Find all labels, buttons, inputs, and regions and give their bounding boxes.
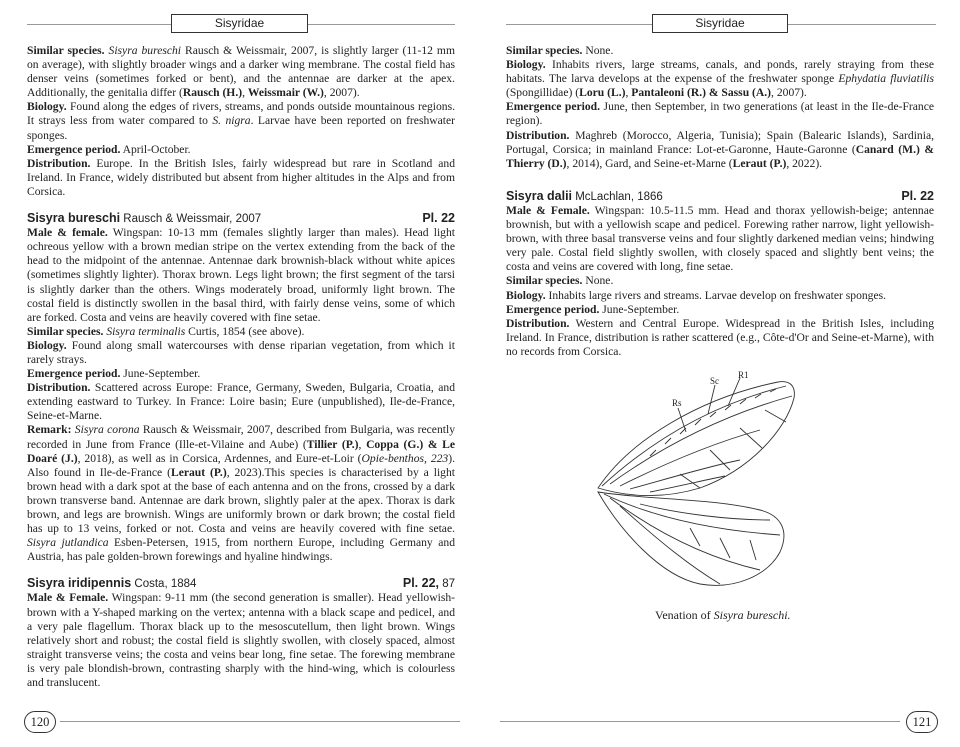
forewing-crossvein — [765, 410, 786, 422]
reference-author: Leraut (P.) — [732, 156, 787, 170]
reference-author: Rausch (H.) — [182, 86, 243, 100]
section-label: Distribution. — [27, 156, 91, 170]
costal-crossveins — [650, 389, 776, 456]
paragraph-text: Western and Central Europe. Widespread in the British Isles, including Ireland. In France, distribution is rather scattered (e.g., Côte-d'Or and Seine-et-Marne), with no records from Corsica. — [506, 316, 934, 358]
paragraph-text: , 2007). — [771, 86, 807, 100]
biology-paragraph — [27, 100, 455, 142]
reference-author: Tillier (P.) — [306, 437, 359, 451]
hindwing-vein — [640, 504, 770, 520]
right-column — [506, 44, 934, 359]
species-heading-dalii — [506, 189, 934, 204]
species-name-italic: Ephydatia fluviatilis — [838, 72, 935, 86]
emergence-paragraph — [27, 367, 455, 381]
distribution-paragraph — [27, 157, 455, 199]
section-label: Distribution. — [506, 316, 570, 330]
emergence-paragraph — [27, 143, 455, 157]
page-number-right: 121 — [906, 711, 938, 733]
paragraph-text: Esben-Petersen, 1915, from northern Europe, including Germany and Austria, has pale golden-brown forewings and hyaline hindwings. — [27, 536, 455, 564]
species-name-italic: Sisyra bureschi — [108, 44, 182, 57]
paragraph-text: None. — [582, 44, 614, 57]
section-label: Biology. — [27, 100, 67, 114]
section-label: Male & female. — [27, 226, 108, 240]
species-heading-iridipennis — [27, 576, 455, 591]
paragraph-text: Scattered across Europe: France, Germany, Sweden, Bulgaria, Croatia, and extending eastward to Turkey. In France: Loire basin; Eure (unpublished), Ile-de-France, Seine-et-Marne. — [27, 381, 455, 423]
section-label: Biology. — [27, 338, 67, 352]
label-leader-r1 — [728, 378, 740, 406]
paragraph-text: June-September. — [599, 302, 680, 316]
section-label: Remark: — [27, 423, 72, 437]
section-label: Distribution. — [506, 128, 570, 142]
paragraph-text: . Larvae have been reported on freshwater sponges. — [27, 114, 455, 142]
vein-label-sc: Sc — [710, 376, 719, 386]
reference-author: Leraut (P.) — [170, 465, 227, 479]
wing-drawing — [598, 378, 794, 585]
label-leader-rs — [678, 408, 686, 432]
paragraph-text: None. — [582, 274, 614, 288]
forewing-vein — [650, 476, 725, 492]
section-label: Distribution. — [27, 381, 91, 395]
emergence-paragraph — [506, 303, 934, 317]
paragraph-text: , 2023).This species is characterised by a light brown head with a dark spot at the base of each antenna and on the frons, crossed by a dark brown transverse band. Antennae are dark brown, slightly paler at the apex. Thorax is dark brown, and legs are brownish. Wings are uniformly brown or dark brown; the costal field has up to 13 veins, forked or not. Costa and veins are heavily covered with fine setae. — [27, 465, 455, 536]
separator: , — [242, 86, 248, 100]
reference-author: Loru (L.) — [579, 86, 626, 100]
paragraph-text: Rausch & Weissmair, 2007, is slightly larger (11-12 mm on average), with slightly broader wings and a darker wing membrane. The costal field has denser veins (sometimes forked or bent), and the antennae are darker at the apex. Additionally, the genitalia differ ( — [27, 44, 455, 100]
paragraph-text: Found along the edges of rivers, streams, and ponds outside mountainous regions. It strays less from water compared to — [27, 100, 455, 128]
publication-italic: Opie-benthos, 223 — [361, 451, 449, 465]
species-author: Costa, 1884 — [131, 578, 197, 591]
section-label: Male & Female. — [506, 203, 590, 217]
paragraph-text: Found along small watercourses with dense riparian vegetation, from which it rarely strays. — [27, 338, 455, 366]
section-label: Male & Female. — [27, 591, 109, 605]
vein-label-r1: R1 — [738, 370, 749, 380]
wing-venation-figure — [590, 370, 800, 600]
paragraph-text: Inhabits rivers, large streams, canals, and ponds, rarely straying from these habitats. The larva develops at the expense of the freshwater sponge — [506, 58, 934, 86]
plate-reference: Pl. 22, — [402, 576, 439, 591]
reference-author: Pantaleoni (R.) & Sassu (A.) — [631, 86, 772, 100]
similar-species-paragraph — [27, 44, 455, 100]
header-rule — [506, 24, 652, 25]
vein-label-rs: Rs — [672, 398, 682, 408]
forewing-vein — [610, 396, 792, 484]
paragraph-text: Maghreb (Morocco, Algeria, Tunisia); Spain (Balearic Islands), Sardinia, Portugal, Corsica; in mainland France: Lot-et-Garonne, Haute-Garonne ( — [506, 128, 934, 156]
plate-reference: Pl. 22 — [422, 211, 455, 226]
emergence-paragraph — [506, 100, 934, 128]
distribution-paragraph — [506, 129, 934, 171]
section-label: Emergence period. — [27, 142, 121, 156]
section-label: Emergence period. — [506, 100, 601, 114]
species-name: Sisyra iridipennis — [27, 576, 132, 591]
section-label: Similar species. — [27, 44, 105, 57]
distribution-paragraph — [506, 317, 934, 359]
species-name: Sisyra bureschi — [27, 211, 121, 226]
caption-text: Venation of — [655, 608, 714, 622]
reference-author: Coppa (G.) & Le Doaré (J.) — [27, 437, 456, 465]
species-name-italic: S. nigra — [212, 114, 251, 128]
footer-rule — [500, 721, 900, 722]
separator: , — [358, 437, 367, 451]
similar-species-paragraph — [27, 325, 455, 339]
reference-author: Canard (M.) & Thierry (D.) — [506, 142, 935, 170]
section-label: Similar species. — [506, 274, 583, 288]
hindwing-vein — [610, 498, 760, 570]
hindwing-crossveins — [690, 528, 756, 560]
male-female-paragraph — [506, 204, 934, 274]
paragraph-text: Curtis, 1854 (see above). — [185, 324, 305, 338]
figure-caption — [655, 608, 791, 623]
paragraph-text: Inhabits large rivers and streams. Larvae develop on freshwater sponges. — [545, 288, 887, 302]
footer-rule — [60, 721, 460, 722]
plate-figure-number: 87 — [439, 578, 455, 591]
species-name-italic: Sisyra jutlandica — [27, 536, 109, 550]
paragraph-text: Wingspan: 10-13 mm (females slightly larger than males). Head light ochreous yellow with a brown median stripe on the vertex extending from the back of the head to the midpoint of the antennae. Antennae dark brownish-black without white apices (sometimes slightly lighter). Thorax brown. Legs light brown; the first segment of the tarsi is slightly darker than the others. Wings moderately broad, uniformly light brown. The costal field is distinctly swollen in the basal third, with fairly dense veins, some of which are forked. Costa and veins are heavily covered with fine setae. — [27, 226, 456, 324]
running-header-title: Sisyridae — [171, 14, 308, 33]
running-header-right — [480, 14, 960, 32]
species-name-italic: Sisyra corona — [74, 423, 140, 437]
hindwing-outline — [598, 492, 784, 585]
paragraph-text: Wingspan: 10.5-11.5 mm. Head and thorax yellowish-beige; antennae brownish, but with a yellowish scape and pedicel. Forewing rather narrow, light yellowish-brown, with three basal transverse veins and four slightly darkened median veins; hindwing very pale. Costal field slightly swollen, with closely spaced and slightly bent veins; the costa and veins are covered with long, fine setae. — [506, 203, 934, 274]
male-female-paragraph — [27, 591, 455, 690]
forewing-outline — [598, 382, 794, 496]
male-female-paragraph — [27, 226, 455, 325]
paragraph-text: ). Also found in Ile-de-France ( — [27, 451, 455, 479]
header-rule — [308, 24, 455, 25]
separator: , — [625, 86, 632, 100]
remark-paragraph — [27, 423, 455, 564]
species-heading-bureschi — [27, 211, 455, 226]
paragraph-text: , 2022). — [786, 156, 823, 170]
distribution-paragraph — [27, 381, 455, 423]
header-rule — [27, 24, 171, 25]
paragraph-text: April-October. — [120, 142, 191, 156]
section-label: Emergence period. — [27, 367, 121, 381]
species-name-italic: Sisyra terminalis — [106, 324, 186, 338]
paragraph-text: Rausch & Weissmair, 2007, described from Bulgaria, was recently recorded in June from France (Ille-et-Vilaine and Aube) ( — [27, 423, 455, 451]
section-label: Biology. — [506, 288, 546, 302]
label-leader-sc — [708, 385, 715, 414]
paragraph-text: Wingspan: 9-11 mm (the second generation is smaller). Head yellowish-brown with a Y-shaped marking on the vertex; antenna with a black scape and pedicel, and a very pale flagellum. Thorax black up to the mesoscutellum, then light brown. Wings relatively short and robust; the costal field is slightly swollen, with closely spaced, almost straight transverse veins; the costa and veins bear long, fine setae. The forewing membrane is very pale blondish-brown, contrasting sharply with the hind-wing, which is colourless and translucent. — [27, 591, 455, 690]
paragraph-text: , 2007). — [323, 86, 360, 100]
page-number-left: 120 — [24, 711, 56, 733]
species-author: McLachlan, 1866 — [572, 190, 663, 203]
biology-paragraph — [27, 339, 455, 367]
species-name: Sisyra dalii — [506, 188, 573, 203]
paragraph-text: June-September. — [120, 367, 201, 381]
forewing-crossvein — [710, 450, 730, 470]
similar-species-paragraph — [506, 44, 934, 58]
section-label: Emergence period. — [506, 302, 600, 316]
paragraph-text: (Spongillidae) ( — [506, 86, 580, 100]
section-label: Biology. — [506, 58, 546, 72]
species-author: Rausch & Weissmair, 2007 — [120, 213, 262, 226]
biology-paragraph — [506, 58, 934, 100]
similar-species-paragraph — [506, 274, 934, 288]
forewing-crossvein — [680, 474, 700, 488]
caption-species-italic: Sisyra bureschi. — [713, 608, 791, 622]
section-label: Similar species. — [27, 324, 104, 338]
plate-reference: Pl. 22 — [901, 188, 934, 203]
paragraph-text: June, then September, in two generations (at least in the Ile-de-France region). — [506, 100, 934, 128]
paragraph-text: Europe. In the British Isles, fairly widespread but rare in Scotland and Ireland. In France, widely distributed but absent from higher altitudes in the Alps and from Corsica. — [27, 156, 455, 198]
running-header-left — [0, 14, 480, 32]
forewing-crossvein — [740, 428, 762, 448]
section-label: Similar species. — [506, 44, 583, 57]
left-column — [27, 44, 455, 690]
forewing-vein — [620, 430, 760, 486]
reference-author: Weissmair (W.) — [247, 86, 324, 100]
paragraph-text: , 2018), as well as in Corsica, Ardennes, and Eure-et-Loir ( — [77, 451, 362, 465]
header-rule — [788, 24, 936, 25]
running-header-title: Sisyridae — [652, 14, 788, 33]
biology-paragraph — [506, 289, 934, 303]
paragraph-text: , 2014), Gard, and Seine-et-Marne ( — [566, 156, 733, 170]
